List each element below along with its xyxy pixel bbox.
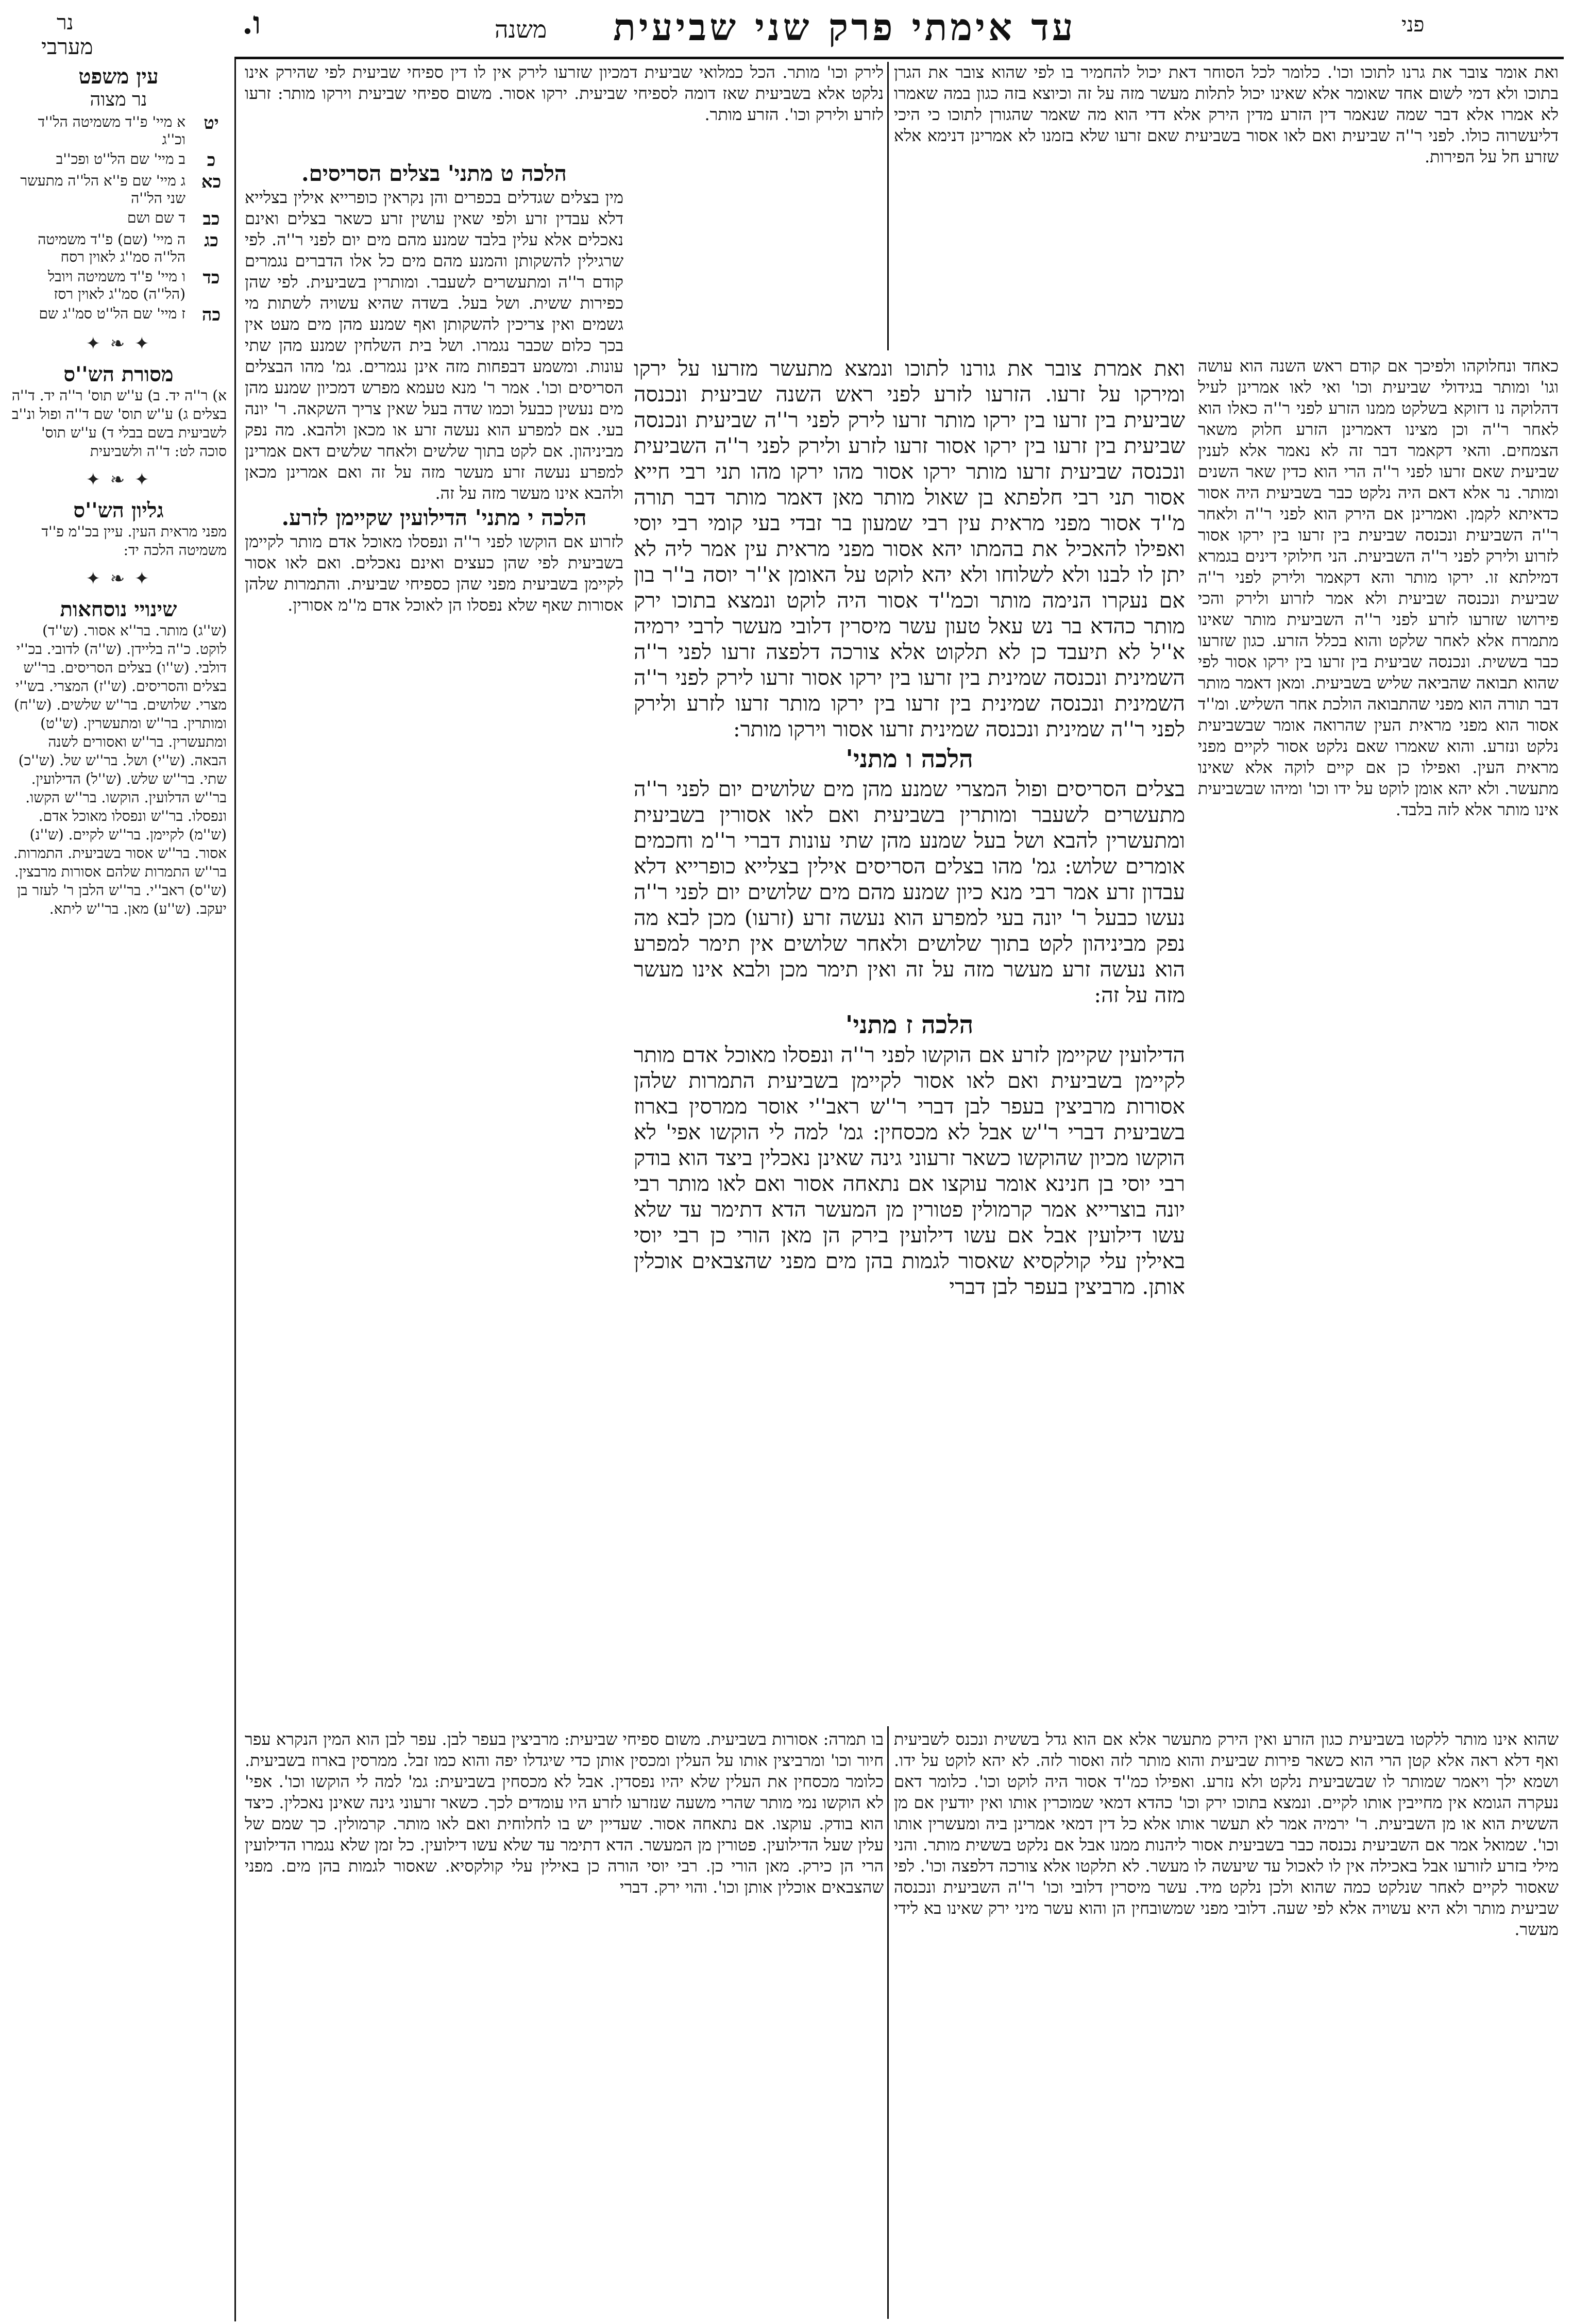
shinuyei-text: (ש''ג) מותר. בר''א אסור. (ש''ד) לוקט. כ''ה בליידן. (ש''ה) לדובי. בכ''י דולבי. (ש''ו) בצלים הסריסים. בר''ש בצלים והסריסים. (ש''ז) המצרי. בש''י מצרי. שלושים. בר''ש שלשים. (ש''ח) ומותרין. בר''ש ומתעשרין. (ש''ט) ומתעשרין. בר''ש ואסורים לשנה הבאה. (ש''י) ושל. בר''ש של. (ש''כ) שתי. בר''ש שלש. (ש''ל) הדילועין. בר''ש הדלועין. הוקשו. בר''ש הקשו. ונפסלו. בר''ש ונפסלו מאוכל אדם. (ש''מ) לקיימן. בר''ש לקיים. (ש''נ) אסור. בר''ש אסור בשביעית. התמרות. בר''ש התמרות שלהם אסורות מרבצין. (ש''ס) ראב''י. בר''ש הלבן ר' לעזר בן יעקב. (ש''ע) מאן. בר''ש ליתא.: [13, 622, 227, 917]
main-paragraph-3: הדילועין שקיימן לזרע אם הוקשו לפני ר''ה ונפסלו מאוכל אדם מותר לקיימן בשביעית ואם לאו אסור לקיימן בשביעית התמרות שלהן אסורות מרביצין בעפר לבן דברי ר''ש ראב''י אוסר ממרסין בארוז בשביעית דברי ר''ש אבל לא מכסחין: גמ' למה לי הוקשו אפי' לא הוקשו מכיון שהוקשו כשאר זרעוני גינה שאינן נאכלין ביצד הוא בודק רבי יוסי בן חנינא אומר עוקצו אם נתאחה אסור ואם לאו מותר רבי יונה בוצרייא אמר קרמולין פטורין מן המעשר הדא דתימר עד שלא עשו דילועין אבל אם עשו דילועין בירק הן מאן הורי כן רבי יוסי באילין עלי קולקסיא שאסור לגמות בהן מים מפני שהצבאים אוכלין אותן. מרביצין בעפר לבן דברי: [634, 1042, 1185, 1299]
pnei-moshe-bottom: [894, 1729, 1559, 2319]
ein-mishpat-entry: [10, 209, 227, 229]
page-header: [0, 5, 1573, 57]
ein-mishpat-entry: [10, 231, 227, 266]
ornament-divider-3: ✦ ❧ ✦: [86, 568, 151, 589]
header-mishna: משנה: [495, 15, 547, 43]
folio-number: ו.: [242, 5, 261, 41]
bottom-column-divider: [887, 1726, 889, 2319]
entry-reference: ד שם ושם: [127, 209, 185, 226]
entry-reference: ג מיי' שם פ''א הל''ה מתעשר שני הל''ה: [20, 172, 185, 207]
entry-number: כא: [201, 172, 222, 192]
ein-mishpat-entries: [10, 113, 227, 325]
ein-mishpat-entry: [10, 305, 227, 325]
mareh-halacha-heading-10: הלכה י מתני' הדילועין שקיימן לזרע.: [281, 505, 587, 530]
entry-number: כ: [207, 150, 216, 171]
mareh-bottom-text: בו תמרה: אסורות בשביעית. משום ספיחי שביעית: מרביצין בעפר לבן. עפר לבן הוא המין הנקרא עפר חיור וכו' ומרביצין אותו על העלין ומכסין אותן כדי שיגדלו יפה והוא כמו זבל. ממרסין בארוז בשביעית. כלומר מכסחין את העלין שלא יהיו נפסדין. אבל לא מכסחין בשביעית: גמ' למה לי הוקשו וכו'. אפי' לא הוקשו נמי מותר שהרי משעה שנזרעו לזרע היו עומדים לכך. כשאר זרעוני גינה שאינן נאכלין. כיצד הוא בודק. עוקצו. אם נתאחה אסור. שעדיין יש בו לחלוחית ואם לאו מותר. קרמולין. כך שמם של עלין שעל הדילועין. פטורין מן המעשר. הדא דתימר עד שלא עשו דילועין. כל זמן שלא נגמרו הדילועין הרי הן כירק. מאן הורי כן. רבי יוסי הורה כן באילין עלי קולקסיא. שאסור לגמות בהן מים. מפני שהצבאים אוכלין אותן וכו'. והוי ירק. דברי: [245, 1729, 884, 1897]
mareh-bottom: [245, 1729, 884, 2319]
halacha-heading-6: הלכה ו מתני': [845, 745, 973, 773]
entry-number: כד: [202, 267, 220, 288]
masoret-title: מסורת הש''ס: [63, 362, 174, 386]
entry-number: כב: [202, 209, 220, 229]
entry-number: כה: [201, 305, 221, 325]
entry-reference: ז מיי' שם הל''ט סמ''ג שם: [39, 305, 185, 322]
mareh-left-text: מין בצלים שגדלים בכפרים והן נקראין כופרייא אילין בצלייא דלא עבדין זרע ולפי שאין עושין זרע כשאר בצלים ואינם נאכלים אלא עלין בלבד שמנע מהם מים יום לפני ר''ה. לפי שרגילין להשקותן והמנע מהם מים כל אלו הדברים נגמרים קודם ר''ה ומתעשרים לשעבר. ומותרין בשביעית. לפי שהן כפירות ששית. ושל בעל. בשדה שהיא עשויה לשתות מי גשמים ואין צריכין להשקותן ואף שמנע מהן מים מעט אין בכך כלום שכבר נגמרו. ושל בית השלחין שמנע מהן שתי עונות. ומשמע דבפחות מזה אינן נגמרים. גמ' מהו הבצלים הסריסים וכו'. אמר ר' מנא טעמא מפרש דמכיון שמנע מהן מים נעשין כבעל וכמו שדה בעל שאין צריך השקאה. ר' יונה בעי. אם למפרע הוא נעשה זרע או מכאן ולהבא. מה נפק מביניהון. אם לקט בתוך שלשים ולאחר שלשים דאם אמרינן למפרע נעשה זרע מעשר מזה על זה ואם אמרינן מכאן ולהבא אינו מעשר מזה על זה.: [245, 188, 623, 503]
ein-mishpat-entry: [10, 150, 227, 170]
mareh-top-text: לירק וכו' מותר. הכל כמלואי שביעית דמכיון שזרעו לירק אין לו דין ספיחי שביעית לפי שהירק אינו נלקט אלא בשביעית שאז דומה לספיחי שביעית. ירקו אסור. משום ספיחי שביעית וירקו מותר: זרעו לזרע ולירק וכו'. הזרע מותר.: [245, 62, 884, 124]
header-ner: נר: [57, 11, 74, 35]
top-column-divider: [887, 62, 889, 350]
ein-mishpat-title: עין משפט: [78, 64, 159, 89]
main-paragraph-1: ואת אמרת צובר את גורנו לתוכו ונמצא מתעשר מזרעו על ירקו ומירקו על זרעו. הזרעו לזרע לפני ראש השנה שביעית ונכנסה שביעית בין זרעו בין ירקו מותר זרעו לירק לפני ר''ה שביעית ונכנסה שביעית בין זרעו בין ירקו אסור זרעו לזרע ולירק לפני ר''ה השביעית ונכנסה שביעית זרעו מותר ירקו אסור מהו ירקו מהו תני רבי חייא אסור תני רבי חלפתא בן שאול מותר מאן דאמר מותר דבר תורה מ''ד אסור מפני מראית עין רבי שמעון בר זבדי בעי קומי רבי יוסי ואפילו להאכיל את בהמתו יהא אסור מפני מראית עין אמר ליה לא יתן לו לבנו ולא לשלוחו ולא יהא לוקט על האומן א''ר יוסה ב''ר בון אם נעקרו הנימה מותר וכמ''ד אסור היה לוקט ונמצא בתוכו ירק מותר כהדא בר נש עאל טעון עשר מיסרין דלובי מעשר לרבי ירמיה א''ל לא תיעבד כן לא תלקוט אלא צורכה דלפצה זרעו לפני ר''ה השמינית ונכנסה שמינית בין זרעו בין ירקו אסור זרעו לירק לפני ר''ה השמינית ונכנסה שמינית בין זרעו בין ירקו מותר זרעו לזרע ולירק לפני ר''ה שמינית ונכנסה שמינית זרעו אסור וירקו מותר:: [634, 356, 1185, 742]
masoret-text: א) ר''ה יד. ב) ע''ש תוס' ר''ה יד. ד''ה בצלים ג) ע''ש תוס' שם ד''ה ופול ונ''ב לשביעית בשם בבלי ד) ע''ש תוס' סוכה לט: ד''ה ולשביעית: [11, 387, 227, 460]
entry-number: יט: [204, 113, 219, 133]
gilyon-text: מפני מראית העין. עיין בכ''מ פ''ד משמיטה הלכה יד:: [41, 523, 227, 559]
ein-mishpat-entry: [10, 268, 227, 303]
halacha-heading-7: הלכה ז מתני': [845, 1011, 974, 1039]
left-margin: [10, 62, 227, 2319]
entry-reference: א מיי' פ''ד משמיטה הל''ד וכ''ג: [38, 113, 185, 148]
main-text: [634, 356, 1185, 1713]
ornament-divider-2: ✦ ❧ ✦: [86, 469, 151, 490]
header-pnei: פני: [1401, 13, 1425, 37]
ner-mitzva-title: נר מצוה: [90, 89, 147, 110]
gilyon-title: גליון הש''ס: [73, 498, 164, 523]
header-maarivi: מערבי: [41, 34, 93, 59]
mareh-halacha-heading-9: הלכה ט מתני' בצלים הסריסים.: [301, 161, 567, 186]
entry-number: כג: [204, 230, 218, 251]
ornament-divider: ✦ ❧ ✦: [86, 333, 151, 354]
entry-reference: ב מיי' שם הל''ט ופכ''ב: [56, 150, 185, 167]
mareh-left-text-2: לזרוע אם הוקשו לפני ר''ה ונפסלו מאוכל אדם מותר לקיימן בשביעית לפי שהן כעצים ואינם נאכלים. ואם לאו אסור לקיימן בשביעית מפני שהן כספיחי שביעית. והתמרות שלהן אסורות שאף שלא נפסלו הן לאוכל אדם מ''מ אסורין.: [245, 532, 623, 615]
entry-reference: ו מיי' פ''ד משמיטה ויובל (הל''ה) סמ''ג לאוין רסז: [48, 268, 185, 302]
pnei-moshe-top-text: ואת אומר צובר את גרנו לתוכו וכו'. כלומר לכל הסוחר דאת יכול להחמיר בו לפי שהוא צובר את הגרן בתוכו ולא דמי לשום אחד שאומר אלא שאינו יכול לתלות מעשר מזה על זה וכיוצא בזה כגון במה שאמרו לא אמרו אלא דבר שמה שנאמר דין הזרע מדין הירק אלא דדי הוא מה שאמר שהגורן לתוכו כי היכי דליעשרוה כולו. לפני ר''ה שביעית ואם לאו אסור בשביעית שאם זרעו שלא בזמנו לא אמרינן דנימא אלא שזרע חל על הפירות.: [894, 62, 1559, 166]
margin-rule: [234, 57, 236, 2321]
pnei-moshe-right: [1198, 356, 1559, 1724]
entry-reference: ה מיי' (שם) פ''ד משמיטה הל''ה סמ''ג לאוין רסח: [38, 231, 185, 265]
page-title: עד אימתי פרק שני שביעית: [613, 5, 1076, 49]
pnei-moshe-top: [894, 62, 1559, 350]
pnei-moshe-right-text: כאחד ונחלוקהו ולפיכך אם קודם ראש השנה הוא עושה וגו' ומותר בגידולי שביעית וכו' ואי לאו אמרינן לעיל דהלוקה נו דזוקא בשלקט ממנו הזרע לפני ר''ה כאלו הוא לאחר ר''ה וכן מצינו דאמרינן הזרע חלוק משאר הצמחים. והאי דקאמר דבר זה לא נאמר אלא לענין שביעית שאם זרעו לפני ר''ה הרי הוא כדין שאר השנים ומותר. נר אלא דאם היה נלקט כבר בשביעית היה אסור כדאיתא לקמן. ואמרינן אם הירק הוא לפני ר''ה ולאחר ר''ה השביעית ונכנסה שביעית בין זרעו בין ירקו אסור לזרוע ולירק לפני ר''ה השביעית. הני חילוקי דינים בגמרא דמילתא זו. ירקו מותר והא דקאמר ולירק לפני ר''ה שביעית ונכנסה שביעית ולא אמר לזרוע ולירק והכי פירושו שזרעו לזרע לפני ר''ה השביעית מותר שאינו מתמרח אלא לאחר שלקט והוא בכלל הזרע. כגון שזרעו כבר בששית. ונכנסה שביעית בין זרעו בין ירקו אסור לפי שהוא תבואה שהביאה שליש בשביעית. ומאן דאמר מותר דבר תורה הוא מפני שהתבואה הולכת אחר השליש. ומ''ד אסור הוא מפני מראית העין שהרואה אומר שבשביעית נלקט ונזרע. והוא שאמרו שאם נלקט אסור לקיים מפני מראית העין. ואפילו כן אם קיים לוקה אלא שאינו מתעשר. ולא יהא אומן לוקט על ידו וכו' ומיהו שבשביעית אינו מותר אלא לזה בלבד.: [1198, 356, 1559, 819]
shinuyei-title: שינויי נוסחאות: [60, 597, 177, 621]
ein-mishpat-entry: [10, 172, 227, 207]
header-rule: [234, 57, 1564, 59]
mareh-top: [245, 62, 884, 155]
pnei-moshe-bottom-text: שהוא אינו מותר ללקטו בשביעית כגון הזרע ואין הירק מתעשר אלא אם הוא גדל בששית ונכנס לשביעית ואף דלא ראה אלא קטן הרי הוא כשאר פירות שביעית והוא מותר לזה ואסור לזה. לא יהא לוקט על ידו. ושמא ילך ויאמר שמותר לו שבשביעית נלקט ולא נזרע. ואפילו כמ''ד אסור היה לוקט וכו'. כלומר דאם נעקרה הגומא אין מחייבין אותו לקיים. ונמצא בתוכו ירק וכו' כהדא דמאי שמוכרין אותו ואין יודעין אם מן הששית הוא או מן השביעית. ר' ירמיה אמר לא תעשר אותו אלא כל דין דמאי אמרינן ביה ומעשרין אותו וכו'. שמואל אמר אם השביעית נכנסה כבר בשביעית אסור ליהנות ממנו אבל אם נלקט בששית מותר. והני מילי בזרע לזורעו אבל באכילה אין לו לאכול עד שיעשה לו מעשר. לא תלקטו אלא צורכה דלפצה וכו'. לפי שאסור לקיים לאחר שנלקט כמה שהוא ולכן נלקט מיד. עשר מיסרין דלובי וכו' ר''ה השביעית ונכנסה שביעית מותר ולא היא עשויה אלא לפי שעה. דלובי מפני שמשובחין הן והוא עשר מיני ירק שאינו בא לידי מעשר.: [894, 1729, 1559, 1939]
ein-mishpat-entry: [10, 113, 227, 148]
main-paragraph-2: בצלים הסריסים ופול המצרי שמנע מהן מים שלושים יום לפני ר''ה מתעשרים לשעבר ומותרין בשביעית ואם לאו אסורין בשביעית ומתעשרין להבא ושל בעל שמנע מהן שתי עונות דברי ר''מ וחכמים אומרים שלוש: גמ' מהו בצלים הסריסים אילין בצלייא כופרייא דלא עבדון זרע אמר רבי מנא כיון שמנע מהם מים שלושים יום לפני ר''ה נעשו כבעל ר' יונה בעי למפרע הוא נעשה זרע (זרעו) מכן לבא מה נפק מביניהון לקט בתוך שלושים ולאחר שלושים אין תימר למפרע הוא נעשה זרע מעשר מזה על זה ואין תימר מכן ולבא אינו מעשר מזה על זה:: [634, 777, 1185, 1007]
mareh-left: [245, 160, 623, 1726]
